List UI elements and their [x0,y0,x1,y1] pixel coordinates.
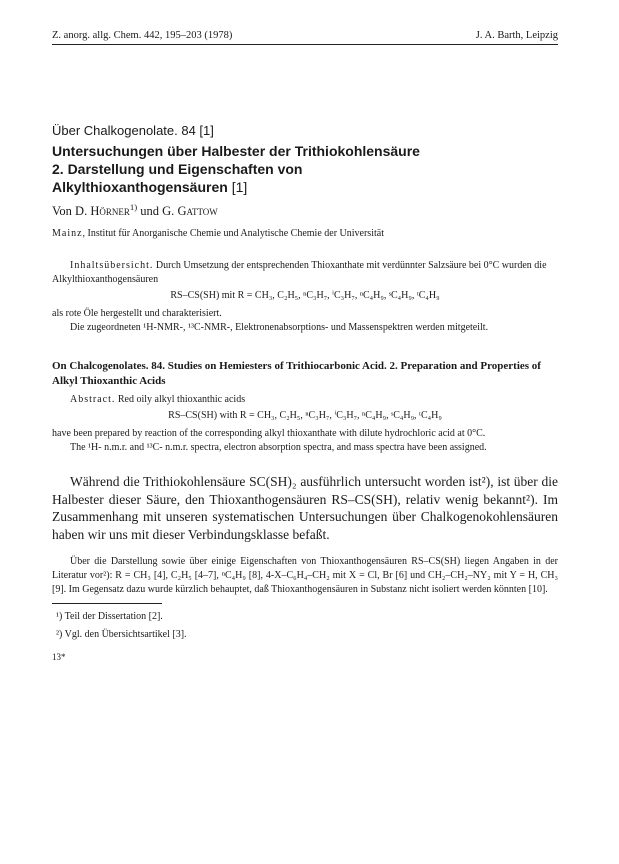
author-1-footnote-mark: 1) [129,201,138,212]
abstract-de-text-2: als rote Öle hergestellt und charakterisiert. [52,308,222,319]
abstract-de-intro [52,259,558,287]
journal-header [52,30,558,45]
title-line-3 [52,178,558,196]
abstract-en-intro [52,393,558,407]
article-title-de [52,142,558,196]
affiliation [52,228,558,239]
abstract-german [52,259,558,335]
footnote-divider [52,603,162,604]
title-line-3-text: Alkylthioxanthogensäuren [52,179,228,195]
footnote-1: ¹) Teil der Dissertation [2]. [56,611,163,622]
title-reference: [1] [227,179,248,195]
abstract-de-label: Inhaltsübersicht. [70,260,154,271]
body-paragraph-2: Über die Darstellung sowie über einige Eigenschaften von Thioxanthogensäuren RS–CS(SH) liegen Angaben in der Literatur vor²): R = CH₃ [4], C₂H₅ [4–7], ⁿC₄H₉ [8], 4-X–C₆H₄–CH₂ mit X = Cl, Br [6] und CH₂–CH₂–NY₂ mit Y = H, CH₃ [9]. Im Gegensatz dazu wurde kürzlich behauptet, daß Thioxanthogensäuren in Substanz nicht isoliert werden könnten [10]. [52,556,558,595]
body-paragraph-1: Während die Trithiokohlensäure SC(SH)₂ ausführlich untersucht worden ist²), ist über die Halbester dieser Säure, den Thioxanthogensäuren RS–CS(SH), relativ wenig bekannt²). Im Zusammenhang mit unseren systematischen Untersuchungen über Chalkogenokohlensäuren haben wir uns mit dieser Verbindungsklasse befaßt. [52,474,558,542]
abstract-english [52,393,558,455]
publisher: J. A. Barth, Leipzig [475,30,558,41]
author-2: Gattow [177,204,218,218]
abstract-en-text-1: Red oily alkyl thioxanthic acids [115,394,246,405]
authors-prefix: Von D. [52,204,88,218]
abstract-de-text-1: Durch Umsetzung der entsprechenden Thioxanthate mit verdünnter Salzsäure bei 0°C wurden die Alkylthioxanthogensäuren [52,260,547,285]
footnote-2: ²) Vgl. den Übersichtsartikel [3]. [56,629,187,640]
series-title: Über Chalkogenolate. 84 [1] [52,123,214,138]
affiliation-institute: , Institut für Anorganische Chemie und Analytische Chemie der Universität [82,228,384,239]
abstract-en-label: Abstract. [70,394,116,405]
article-title-en: On Chalcogenolates. 84. Studies on Hemiesters of Trithiocarbonic Acid. 2. Preparation and Properties of Alkyl Thioxanthic Acids [52,360,541,387]
journal-citation: Z. anorg. allg. Chem. 442, 195–203 (1978) [52,30,233,41]
abstract-de-formula: RS–CS(SH) mit R = CH₃, C₂H₅, ⁿC₃H₇, ⁱC₃H₇, ⁿC₄H₉, ˢC₄H₉, ᵗC₄H₉ [170,290,440,301]
authors-join: und G. [140,204,175,218]
abstract-en-text-2: have been prepared by reaction of the corresponding alkyl thioxanthate with dilute hydrochloric acid at 0°C. [52,428,486,439]
author-1: Hörner [90,204,130,218]
page-signature-mark: 13* [52,652,66,662]
paper-page [52,30,558,662]
abstract-en-text-3: The ¹H- n.m.r. and ¹³C- n.m.r. spectra, electron absorption spectra, and mass spectra have been assigned. [70,442,487,453]
footnotes [52,608,558,644]
abstract-de-text-3: Die zugeordneten ¹H-NMR-, ¹³C-NMR-, Elektronenabsorptions- und Massenspektren werden mitgeteilt. [70,322,489,333]
title-line-2: 2. Darstellung und Eigenschaften von [52,161,303,177]
authors [52,201,558,219]
abstract-en-formula: RS–CS(SH) with R = CH₃, C₂H₅, ⁿC₃H₇, ⁱC₃H₇, ⁿC₄H₉, ˢC₄H₉, ᵗC₄H₉ [168,410,442,421]
affiliation-city: Mainz [52,228,83,239]
title-line-1: Untersuchungen über Halbester der Trithiokohlensäure [52,143,420,159]
